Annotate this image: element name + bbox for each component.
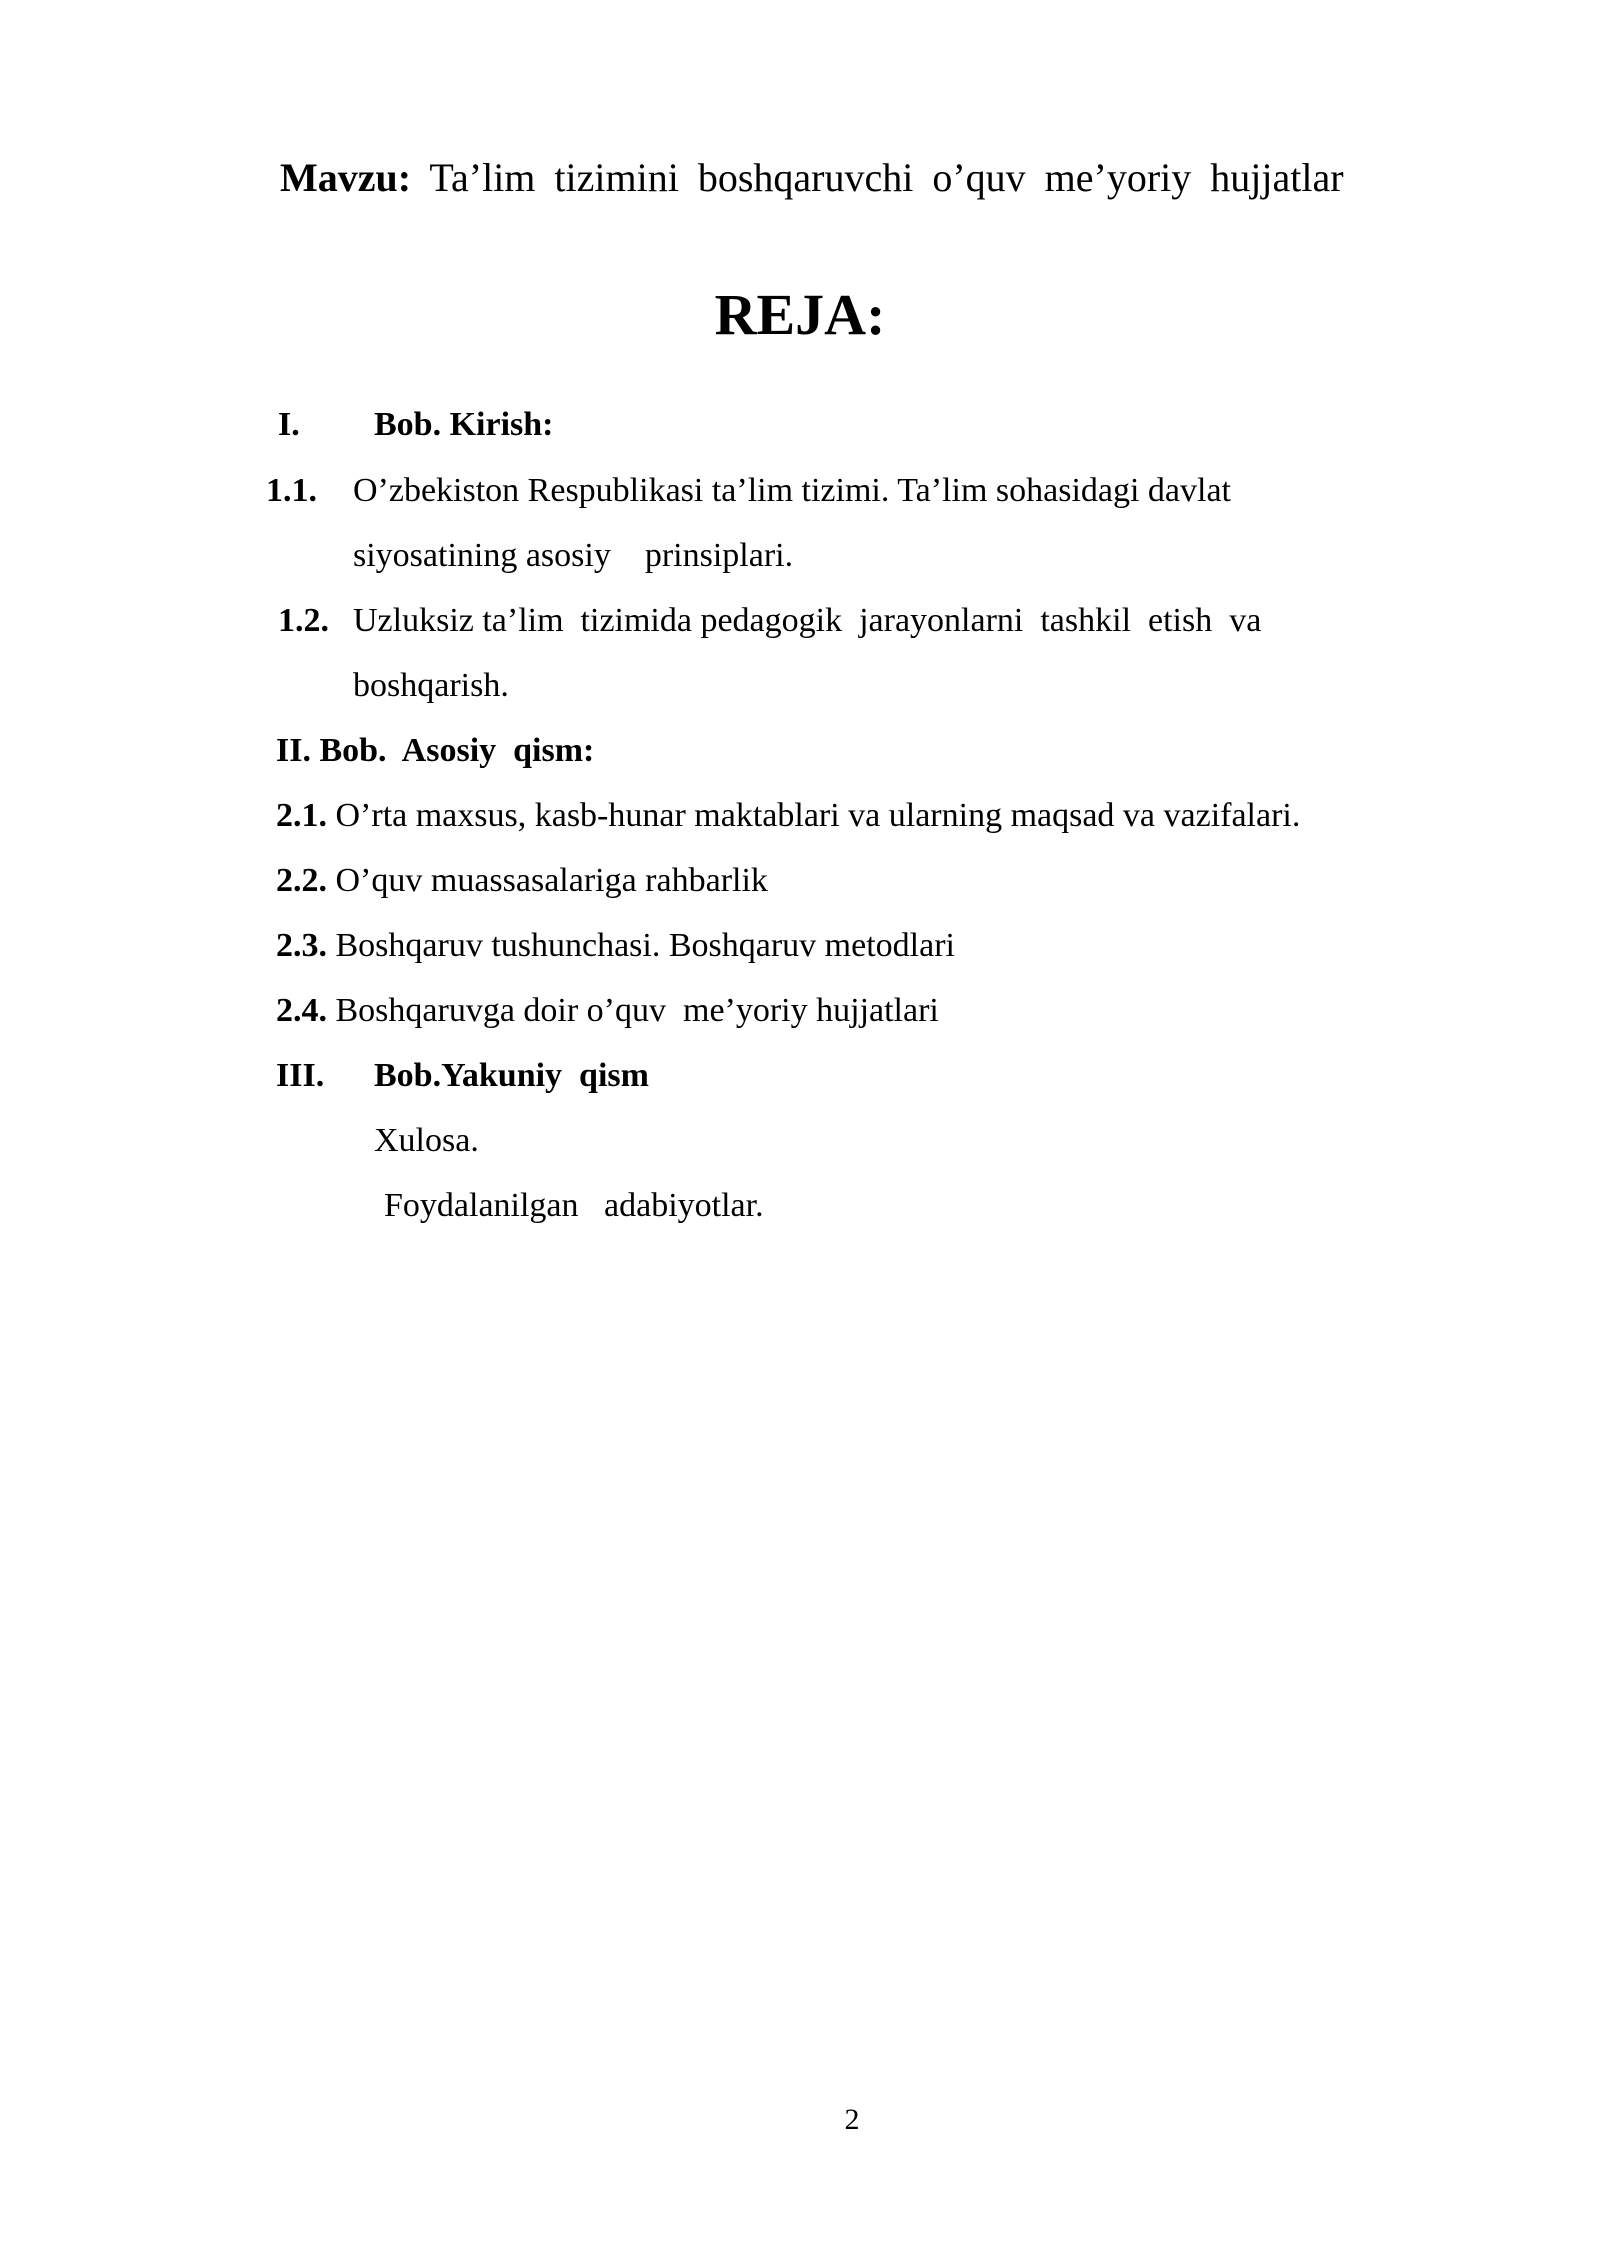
item-1-2-text-line2: boshqarish.: [353, 667, 509, 704]
item-1-1-text-line2: siyosatining asosiy prinsiplari.: [353, 537, 794, 574]
item-1-1-number: 1.1.: [266, 472, 317, 509]
item-1-1-text-line1: O’zbekiston Respublikasi ta’lim tizimi. Ta’lim sohasidagi davlat: [353, 472, 1232, 509]
item-2-3: [276, 924, 955, 968]
item-2-2-text: O’quv muassasalariga rahbarlik: [335, 862, 768, 899]
topic-label: Mavzu:: [280, 155, 412, 200]
references-item: Foydalanilgan adabiyotlar.: [384, 1187, 764, 1224]
item-1-2-number: 1.2.: [278, 602, 329, 639]
chapter3-title: Bob.Yakuniy qism: [374, 1057, 649, 1094]
topic-text: Ta’lim tizimini boshqaruvchi o’quv me’yoriy hujjatlar: [429, 155, 1344, 200]
topic-line: [280, 150, 1460, 206]
item-2-4-text: Boshqaruvga doir o’quv me’yoriy hujjatlari: [335, 992, 939, 1029]
chapter1-number: I.: [278, 406, 300, 443]
page-number: 2: [844, 2103, 860, 2136]
item-2-4: [276, 989, 939, 1033]
item-2-1: [276, 794, 1300, 838]
plan-title: REJA:: [714, 282, 886, 347]
item-2-2: [276, 859, 768, 903]
item-2-3-text: Boshqaruv tushunchasi. Boshqaruv metodlari: [335, 927, 955, 964]
item-2-4-number: 2.4.: [276, 992, 327, 1029]
chapter3-number: III.: [276, 1057, 325, 1094]
item-2-3-number: 2.3.: [276, 927, 327, 964]
chapter1-title: Bob. Kirish:: [374, 406, 554, 443]
conclusion-item: Xulosa.: [374, 1122, 479, 1159]
item-2-1-number: 2.1.: [276, 797, 327, 834]
chapter2-title: II. Bob. Asosiy qism:: [276, 732, 595, 769]
item-2-2-number: 2.2.: [276, 862, 327, 899]
item-2-1-text: O’rta maxsus, kasb-hunar maktablari va ularning maqsad va vazifalari.: [335, 797, 1301, 834]
item-1-2-text-line1: Uzluksiz ta’lim tizimida pedagogik jarayonlarni tashkil etish va: [353, 602, 1262, 639]
